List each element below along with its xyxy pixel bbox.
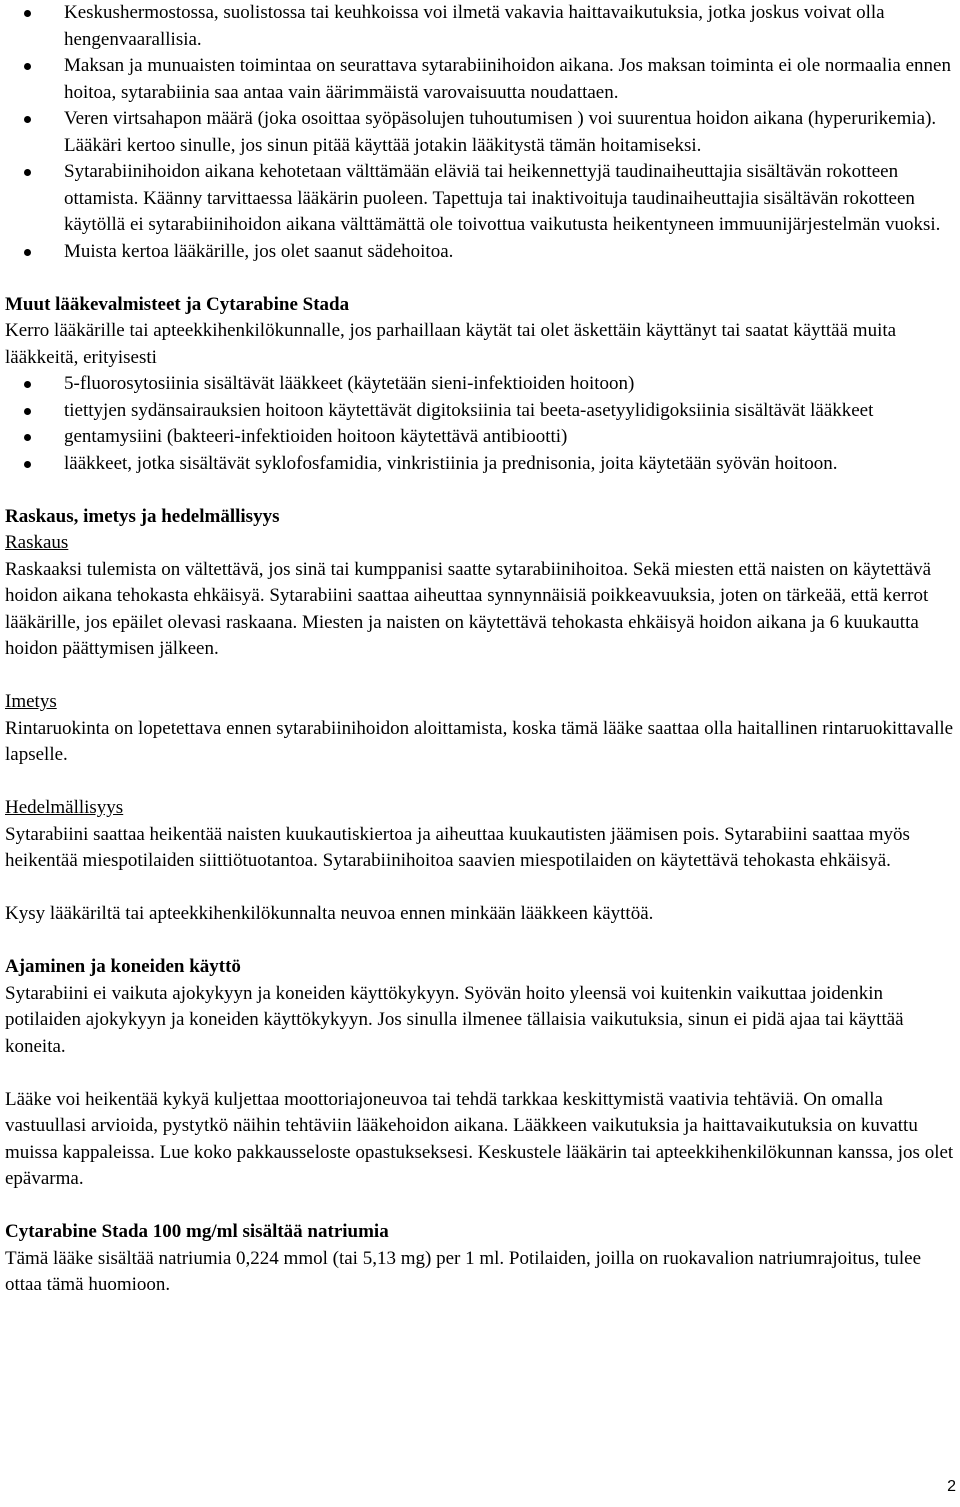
section-intro: Kerro lääkärille tai apteekkihenkilökunnalle, jos parhaillaan käytät tai olet äskettäin käyttänyt tai saatat käyttää muita lääkkeitä, erityisesti <box>5 320 897 368</box>
list-item: tiettyjen sydänsairauksien hoitoon käytettävät digitoksiinia tai beeta-asetyylidigoksiinia sisältävät lääkkeet <box>5 398 955 425</box>
medicines-section <box>5 292 955 478</box>
fertility-subheading: Hedelmällisyys <box>5 797 124 818</box>
list-item: Sytarabiinihoidon aikana kehotetaan välttämään eläviä tai heikennettyjä taudinaiheuttajia sisältävän rokotteen ottamista. Käänny tarvittaessa lääkärin puoleen. Tapettuja tai inaktivoituja taudinaiheuttajia sisältävän rokotteen käytöllä ei sytarabiinihoidon aikana välttämättä ole toivottua vaikutusta heikentyneen immuunijärjestelmän vuoksi. <box>5 159 955 239</box>
document-page <box>5 0 955 1299</box>
section-heading: Raskaus, imetys ja hedelmällisyys <box>5 505 280 527</box>
list-item: Keskushermostossa, suolistossa tai keuhkoissa voi ilmetä vakavia haittavaikutuksia, jotka joskus voivat olla hengenvaarallisia. <box>5 0 955 53</box>
list-item: Muista kertoa lääkärille, jos olet saanut sädehoitoa. <box>5 239 955 266</box>
driving-paragraph: Lääke voi heikentää kykyä kuljettaa moottoriajoneuvoa tai tehdä tarkkaa keskittymistä vaativia tehtäviä. On omalla vastuullasi arvioida, pystytkö näihin tehtäviin lääkehoidon aikana. Lääkkeen vaikutuksia ja haittavaikutuksia on kuvattu muissa kappaleissa. Lue koko pakkausseloste opastukseksesi. Keskustele lääkärin tai apteekkihenkilökunnan kanssa, jos olet epävarma. <box>5 1088 954 1189</box>
list-item: Maksan ja munuaisten toimintaa on seurattava sytarabiinihoidon aikana. Jos maksan toiminta ei ole normaalia ennen hoitoa, sytarabiinia saa antaa vain äärimmäistä varovaisuutta noudattaen. <box>5 53 955 106</box>
pregnancy-section <box>5 504 955 928</box>
sodium-section <box>5 1219 955 1299</box>
driving-section <box>5 954 955 1193</box>
section-heading: Ajaminen ja koneiden käyttö <box>5 956 241 977</box>
advice-text: Kysy lääkäriltä tai apteekkihenkilökunnalta neuvoa ennen minkään lääkkeen käyttöä. <box>5 903 654 924</box>
warning-bullet-list <box>5 0 955 265</box>
medicines-bullet-list <box>5 371 955 477</box>
section-heading: Muut lääkevalmisteet ja Cytarabine Stada <box>5 293 350 315</box>
list-item: lääkkeet, jotka sisältävät syklofosfamidia, vinkristiinia ja prednisonia, joita käytetään syövän hoitoon. <box>5 451 955 478</box>
page-number: 2 <box>947 1478 956 1495</box>
driving-paragraph: Sytarabiini ei vaikuta ajokykyyn ja koneiden käyttökykyyn. Syövän hoito yleensä voi kuitenkin vaikuttaa joidenkin potilaiden ajokykyyn ja koneiden käyttökykyyn. Jos sinulla ilmenee tällaisia vaikutuksia, sinun ei pidä ajaa tai käyttää koneita. <box>5 982 904 1057</box>
section-heading: Cytarabine Stada 100 mg/ml sisältää natriumia <box>5 1221 389 1242</box>
list-item: 5-fluorosytosiinia sisältävät lääkkeet (käytetään sieni-infektioiden hoitoon) <box>5 371 955 398</box>
pregnancy-subheading: Raskaus <box>5 532 69 553</box>
list-item: Veren virtsahapon määrä (joka osoittaa syöpäsolujen tuhoutumisen ) voi suurentua hoidon aikana (hyperurikemia). Lääkäri kertoo sinulle, jos sinun pitää käyttää jotakin lääkitystä tämän hoitamiseksi. <box>5 106 955 159</box>
breastfeeding-text: Rintaruokinta on lopetettava ennen sytarabiinihoidon aloittamista, koska tämä lääke saattaa olla haitallinen rintaruokittavalle lapselle. <box>5 717 954 765</box>
pregnancy-text: Raskaaksi tulemista on vältettävä, jos sinä tai kumppanisi saatte sytarabiinihoitoa. Sekä miesten että naisten on käytettävä hoidon aikana tehokasta ehkäisyä. Sytarabiini saattaa aiheuttaa synnynnäisiä poikkeavuuksia, joten on tärkeää, että kerrot lääkärille, jos epäilet olevasi raskaana. Miesten ja naisten on käytettävä tehokasta ehkäisyä hoidon aikana ja 6 kuukautta hoidon päättymisen jälkeen. <box>5 558 932 659</box>
sodium-text: Tämä lääke sisältää natriumia 0,224 mmol (tai 5,13 mg) per 1 ml. Potilaiden, joilla on ruokavalion natriumrajoitus, tulee ottaa tämä huomioon. <box>5 1247 921 1295</box>
breastfeeding-subheading: Imetys <box>5 691 57 712</box>
list-item: gentamysiini (bakteeri-infektioiden hoitoon käytettävä antibiootti) <box>5 424 955 451</box>
fertility-text: Sytarabiini saattaa heikentää naisten kuukautiskiertoa ja aiheuttaa kuukautisten jäämisen pois. Sytarabiini saattaa myös heikentää miespotilaiden siittiötuotantoa. Sytarabiinihoitoa saavien miespotilaiden on käytettävä tehokasta ehkäisyä. <box>5 823 910 871</box>
